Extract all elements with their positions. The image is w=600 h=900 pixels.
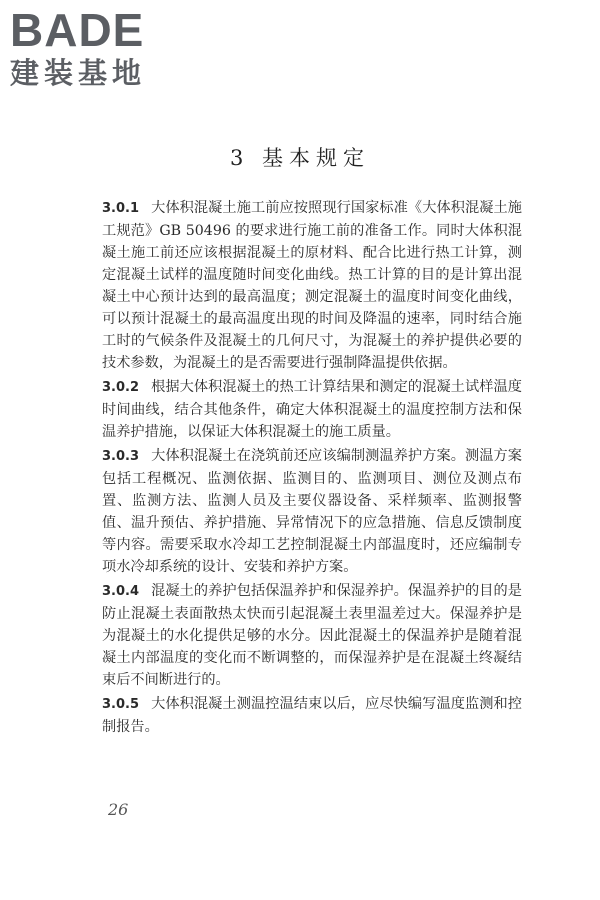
clause-text: 混凝土的养护包括保温养护和保湿养护。保温养护的目的是防止混凝土表面散热太快而引起混凝土表里温差过大。保湿养护是为混凝土的水化提供足够的水分。因此混凝土的保温养护是随着混凝土内部温度的变化而不断调整的，而保湿养护是在混凝土终凝结束后不间断进行的。 — [102, 583, 522, 688]
logo-wordmark: BADE — [10, 4, 145, 56]
clause-3-0-2 — [102, 376, 522, 443]
chapter-title: 3 基本规定 — [229, 146, 371, 170]
clause-text: 大体积混凝土测温控温结束以后，应尽快编写温度监测和控制报告。 — [102, 696, 522, 735]
clause-text: 根据大体积混凝土的热工计算结果和测定的混凝土试样温度时间曲线，结合其他条件，确定大体积混凝土的温度控制方法和保温养护措施，以保证大体积混凝土的施工质量。 — [102, 379, 522, 440]
site-logo — [10, 6, 180, 90]
clause-number: 3.0.1 — [102, 201, 140, 216]
page-number: 26 — [108, 800, 129, 819]
clause-number: 3.0.3 — [102, 449, 140, 464]
clause-3-0-5 — [102, 693, 522, 738]
clause-number: 3.0.2 — [102, 380, 140, 395]
chapter-body — [102, 197, 522, 740]
clause-3-0-1 — [102, 197, 522, 374]
clause-number: 3.0.5 — [102, 697, 140, 712]
logo-subtitle: 建装基地 — [10, 56, 147, 90]
clause-3-0-3 — [102, 445, 522, 578]
clause-3-0-4 — [102, 580, 522, 691]
clause-number: 3.0.4 — [102, 584, 140, 599]
clause-text: 大体积混凝土在浇筑前还应该编制测温养护方案。测温方案包括工程概况、监测依据、监测目的、监测项目、测位及测点布置、监测方法、监测人员及主要仪器设备、采样频率、监测报警值、温升预估、养护措施、异常情况下的应急措施、信息反馈制度等内容。需要采取水冷却工艺控制混凝土内部温度时，还应编制专项水冷却系统的设计、安装和养护方案。 — [102, 448, 522, 575]
clause-text: 大体积混凝土施工前应按照现行国家标准《大体积混凝土施工规范》GB 50496 的要求进行施工前的准备工作。同时大体积混凝土施工前还应该根据混凝土的原材料、配合比进行热工计算，测定混凝土试样的温度随时间变化曲线。热工计算的目的是计算出混凝土中心预计达到的最高温度；测定混凝土的温度时间变化曲线，可以预计混凝土的最高温度出现的时间及降温的速率，同时结合施工时的气候条件及混凝土的几何尺寸，为混凝土的养护提供必要的技术参数，为混凝土的是否需要进行强制降温提供依据。 — [102, 200, 522, 371]
